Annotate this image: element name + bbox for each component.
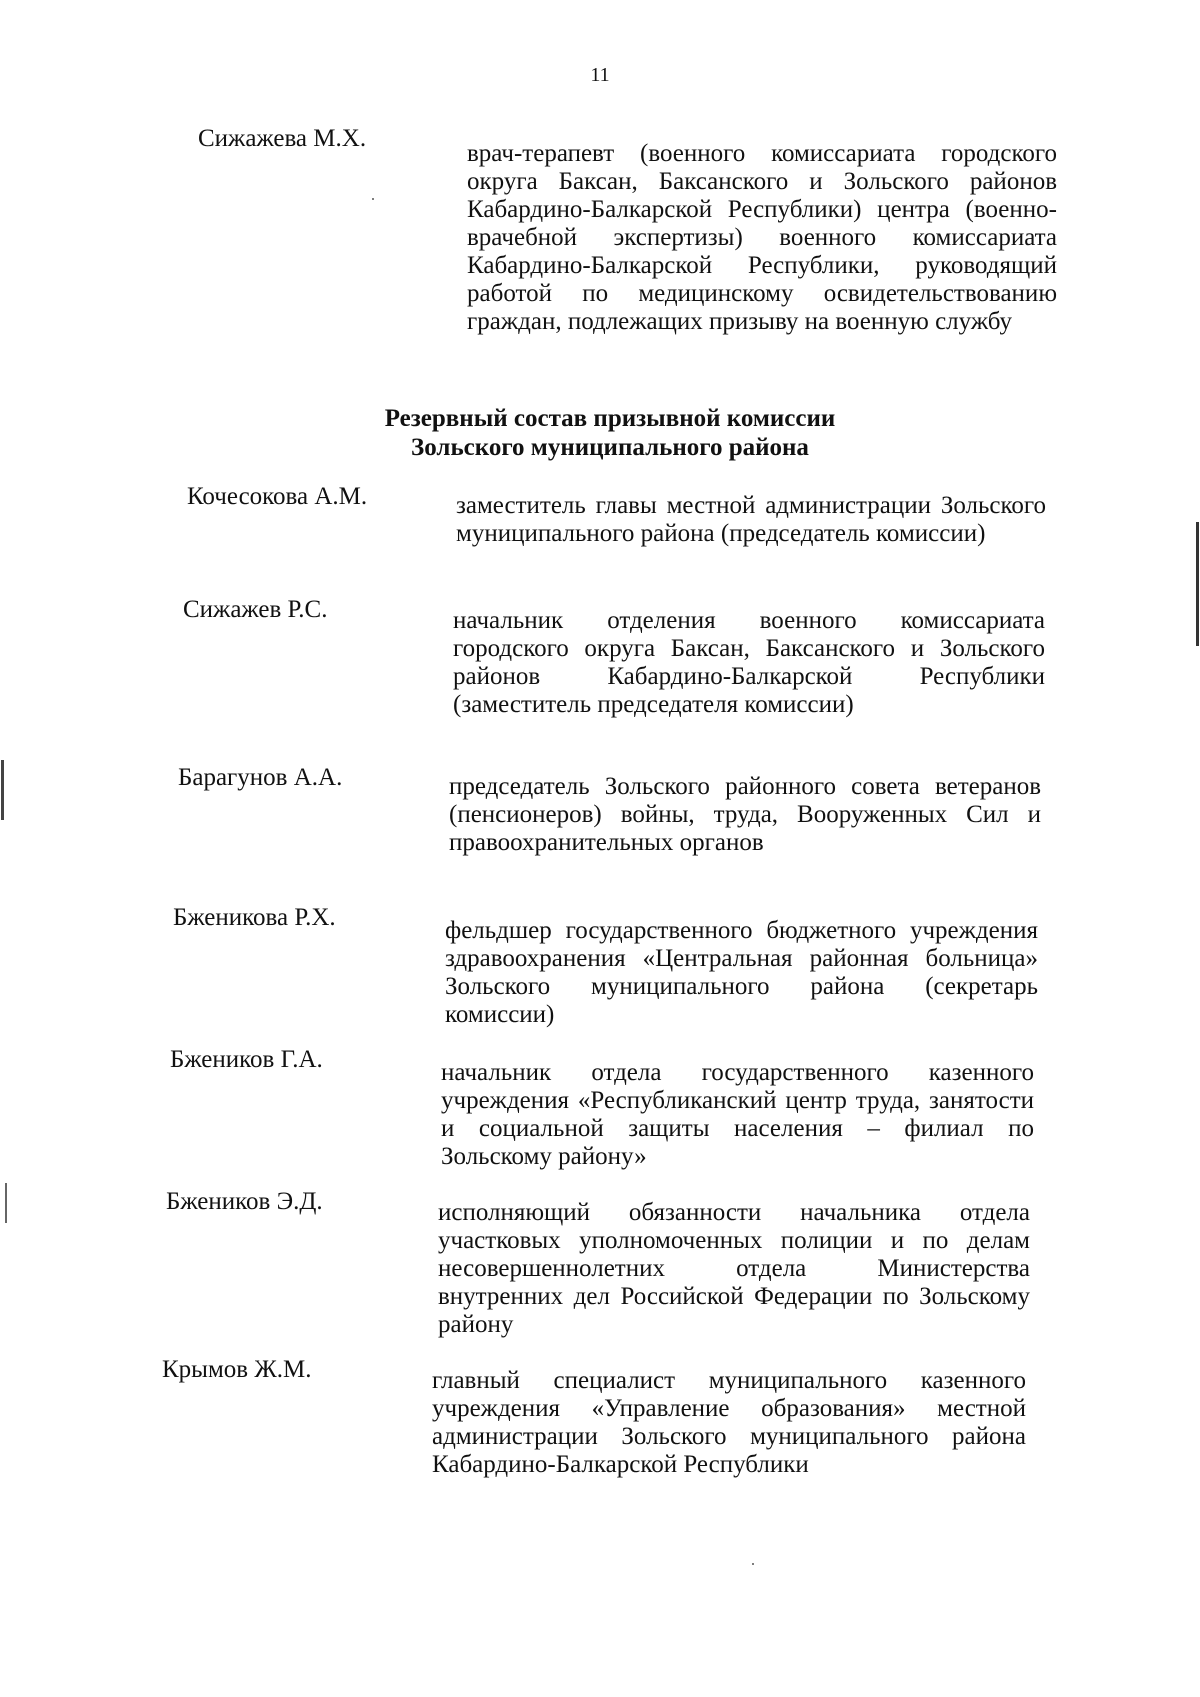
member-name: Барагунов А.А. [178, 764, 343, 791]
member-description: заместитель главы местной администрации Зольского муниципального района (председатель комиссии) [456, 492, 1046, 547]
member-name: Бженикова Р.Х. [173, 904, 336, 931]
member-description: начальник отделения военного комиссариата городского округа Баксан, Баксанского и Зольского районов Кабардино-Балкарской Республики (заместитель председателя комиссии) [453, 607, 1045, 718]
member-name: Бжеников Э.Д. [166, 1188, 323, 1215]
member-description: фельдшер государственного бюджетного учреждения здравоохранения «Центральная районная больница» Зольского муниципального района (секретарь комиссии) [445, 917, 1038, 1028]
scan-edge-mark [5, 1183, 7, 1223]
member-name: Кочесокова А.М. [187, 483, 368, 510]
section-heading-line: Резервный состав призывной комиссии [384, 405, 836, 432]
member-description: врач-терапевт (военного комиссариата городского округа Баксан, Баксанского и Зольского районов Кабардино-Балкарской Республики) центра (военно-врачебной экспертизы) военного комиссариата Кабардино-Балкарской Республики, руководящий работой по медицинскому освидетельствованию граждан, подлежащих призыву на военную службу [467, 140, 1057, 335]
scan-edge-mark [1196, 522, 1199, 646]
page-number: 11 [590, 64, 610, 86]
member-description: начальник отдела государственного казенного учреждения «Республиканский центр труда, занятости и социальной защиты населения – филиал по Зольскому району» [441, 1059, 1034, 1170]
member-description: председатель Зольского районного совета ветеранов (пенсионеров) войны, труда, Вооруженных Сил и правоохранительных органов [449, 773, 1041, 856]
member-name: Сижажев Р.С. [183, 596, 328, 623]
member-description: главный специалист муниципального казенного учреждения «Управление образования» местной администрации Зольского муниципального района Кабардино-Балкарской Республики [432, 1367, 1026, 1478]
scan-speck [752, 1563, 754, 1565]
member-name: Бжеников Г.А. [170, 1046, 323, 1073]
section-heading [330, 404, 890, 462]
scan-speck [372, 198, 374, 200]
section-heading-line: Зольского муниципального района [411, 434, 809, 461]
scan-edge-mark [1, 760, 4, 820]
member-description: исполняющий обязанности начальника отдела участковых уполномоченных полиции и по делам несовершеннолетних отдела Министерства внутренних дел Российской Федерации по Зольскому району [438, 1199, 1030, 1338]
member-name: Сижажева М.Х. [198, 125, 367, 152]
member-name: Крымов Ж.М. [162, 1356, 312, 1383]
